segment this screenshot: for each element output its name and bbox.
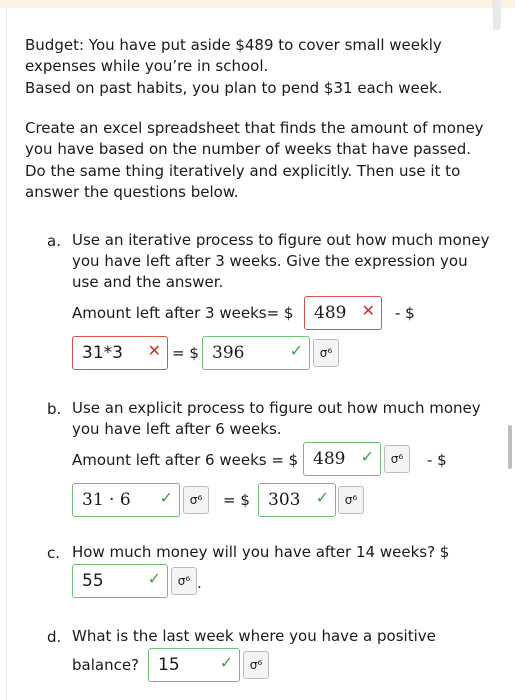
intro-line-3: Based on past habits, you plan to pend $31 each week. [25, 79, 443, 97]
part-d-line-1: What is the last week where you have a positive [72, 627, 436, 645]
part-b-line-1: Use an explicit process to figure out how much money [72, 399, 481, 417]
part-a-input-3[interactable] [202, 336, 310, 370]
part-b-minus: - $ [427, 451, 447, 469]
part-b-input-2[interactable] [72, 483, 180, 517]
task-line-1: Create an excel spreadsheet that finds the amount of money [25, 119, 484, 137]
part-b-input-3-value: 303 [268, 490, 301, 510]
question-card [6, 8, 493, 700]
part-a-input-1[interactable] [304, 296, 382, 330]
part-b-input-3[interactable] [258, 483, 336, 517]
part-c-input-1[interactable] [72, 564, 168, 598]
math-keyboard-icon[interactable]: σ⁶ [384, 445, 410, 473]
task-line-2: you have based on the number of weeks that have passed. [25, 140, 471, 158]
intro-line-2: expenses while you’re in school. [25, 57, 269, 75]
part-c-input-1-value: 55 [82, 571, 104, 591]
part-d-line-2: balance? [72, 656, 140, 674]
x-icon: ✕ [147, 341, 161, 360]
part-d-input-1-value: 15 [158, 655, 180, 675]
part-b-input-1-value: 489 [313, 449, 346, 469]
check-icon: ✓ [159, 488, 173, 507]
part-d-letter: d. [47, 628, 62, 646]
part-b-line-2: you have left after 6 weeks. [72, 420, 282, 438]
part-b-input-2-value: 31 · 6 [82, 490, 131, 510]
part-a-minus: - $ [395, 304, 415, 322]
part-a-line-2: you have left after 3 weeks. Give the expression you [72, 252, 468, 270]
part-b-letter: b. [47, 400, 62, 418]
task-line-3: Do the same thing iteratively and explicitly. Then use it to [25, 162, 461, 180]
check-icon: ✓ [289, 341, 303, 360]
part-b-input-1[interactable] [303, 442, 381, 476]
part-a-input-3-value: 396 [212, 343, 245, 363]
check-icon: ✓ [315, 488, 329, 507]
top-band [0, 0, 515, 8]
part-a-letter: a. [47, 232, 61, 250]
task-line-4: answer the questions below. [25, 183, 239, 201]
check-icon: ✓ [360, 447, 374, 466]
check-icon: ✓ [219, 653, 233, 672]
intro-line-1: Budget: You have put aside $489 to cover small weekly [25, 36, 442, 54]
part-a-prompt: Amount left after 3 weeks= $ [72, 304, 294, 322]
math-keyboard-icon[interactable]: σ⁶ [243, 651, 269, 679]
part-a-input-2[interactable] [72, 336, 168, 370]
math-keyboard-icon[interactable]: σ⁶ [171, 567, 197, 595]
scrollbar-thumb[interactable] [508, 425, 512, 469]
part-a-line-1: Use an iterative process to figure out how much money [72, 231, 490, 249]
math-keyboard-icon[interactable]: σ⁶ [183, 486, 209, 514]
part-a-input-2-value: 31*3 [82, 343, 123, 363]
part-c-text: How much money will you have after 14 weeks? $ [72, 543, 450, 561]
check-icon: ✓ [147, 569, 161, 588]
part-b-prompt: Amount left after 6 weeks = $ [72, 451, 299, 469]
part-d-input-1[interactable] [148, 648, 240, 682]
x-icon: ✕ [361, 301, 375, 320]
part-b-equals: = $ [223, 491, 250, 509]
part-c-period: . [197, 574, 202, 592]
top-scrollbar[interactable] [492, 0, 501, 30]
part-c-letter: c. [47, 544, 61, 562]
math-keyboard-icon[interactable]: σ⁶ [338, 486, 364, 514]
part-a-input-1-value: 489 [314, 303, 347, 323]
math-keyboard-icon[interactable]: σ⁶ [313, 339, 339, 367]
part-a-equals: = $ [172, 344, 199, 362]
part-a-line-3: use and the answer. [72, 273, 224, 291]
